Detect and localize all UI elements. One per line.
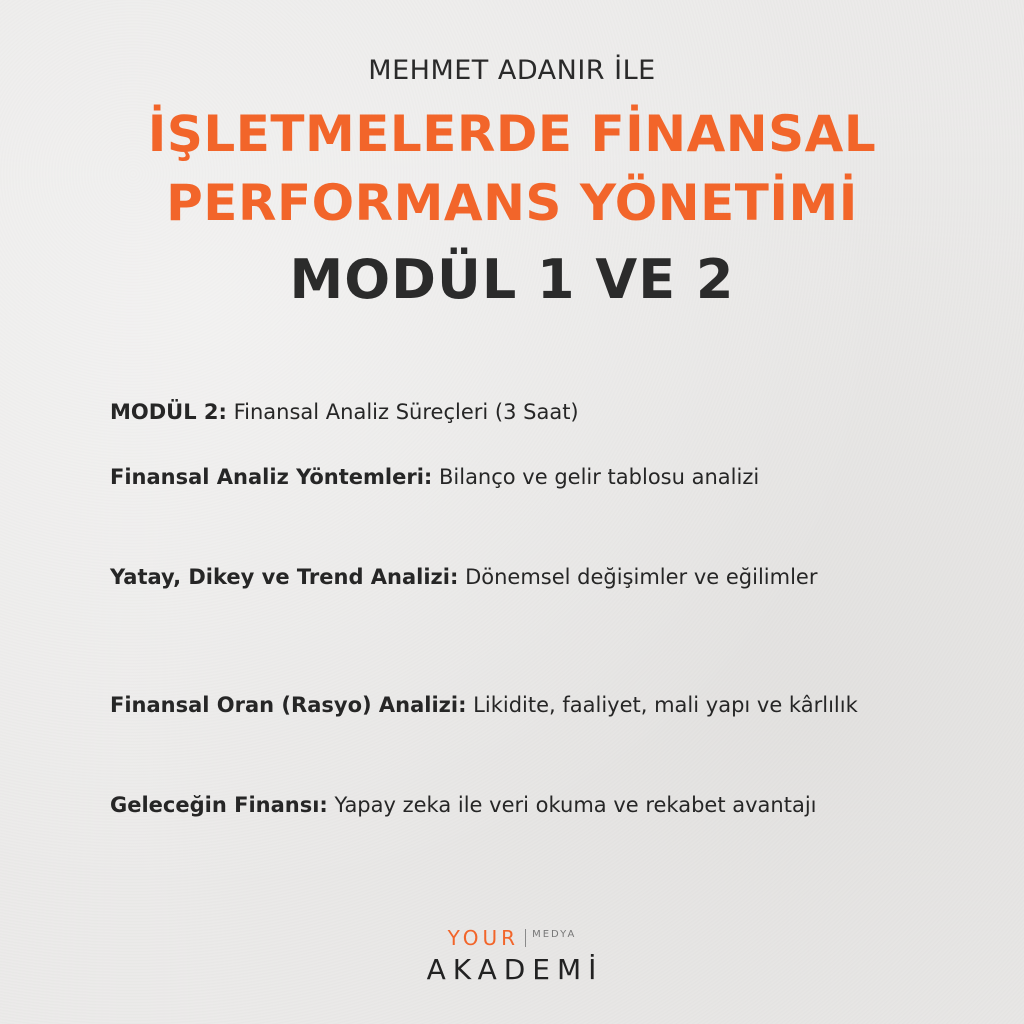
content-item-label: Geleceğin Finansı:: [110, 793, 328, 817]
logo-top-row: [448, 925, 577, 951]
content-item-text: Dönemsel değişimler ve eğilimler: [458, 565, 818, 589]
content-item-label: Finansal Analiz Yöntemleri:: [110, 465, 433, 489]
content-item-analysis-methods: [110, 460, 870, 494]
content-item-text: Yapay zeka ile veri okuma ve rekabet avantajı: [327, 793, 817, 817]
content-item-module-2: [110, 395, 870, 429]
content-item-text: Bilanço ve gelir tablosu analizi: [432, 465, 760, 489]
content-item-text: Finansal Analiz Süreçleri (3 Saat): [226, 400, 579, 424]
logo-medya-text: MEDYA: [532, 929, 577, 940]
content-item-ratio-analysis: [110, 688, 870, 722]
content-item-label: MODÜL 2:: [110, 400, 227, 424]
content-item-label: Finansal Oran (Rasyo) Analizi:: [110, 693, 467, 717]
module-heading: MODÜL 1 VE 2: [289, 248, 735, 311]
page-title-line-2: PERFORMANS YÖNETİMİ: [166, 174, 858, 232]
page-title-line-1: İŞLETMELERDE FİNANSAL: [147, 105, 877, 163]
content-item-label: Yatay, Dikey ve Trend Analizi:: [110, 565, 459, 589]
content-item-trend-analysis: [110, 560, 870, 594]
logo-your-text: YOUR: [447, 926, 520, 950]
instructor-subtitle: MEHMET ADANIR İLE: [368, 55, 656, 86]
content-item-future-finance: [110, 788, 870, 822]
brand-logo: [0, 925, 1024, 986]
logo-akademi-text: AKADEMİ: [426, 953, 604, 986]
content-item-text: Likidite, faaliyet, mali yapı ve kârlılık: [466, 693, 858, 717]
logo-divider: [525, 929, 526, 947]
